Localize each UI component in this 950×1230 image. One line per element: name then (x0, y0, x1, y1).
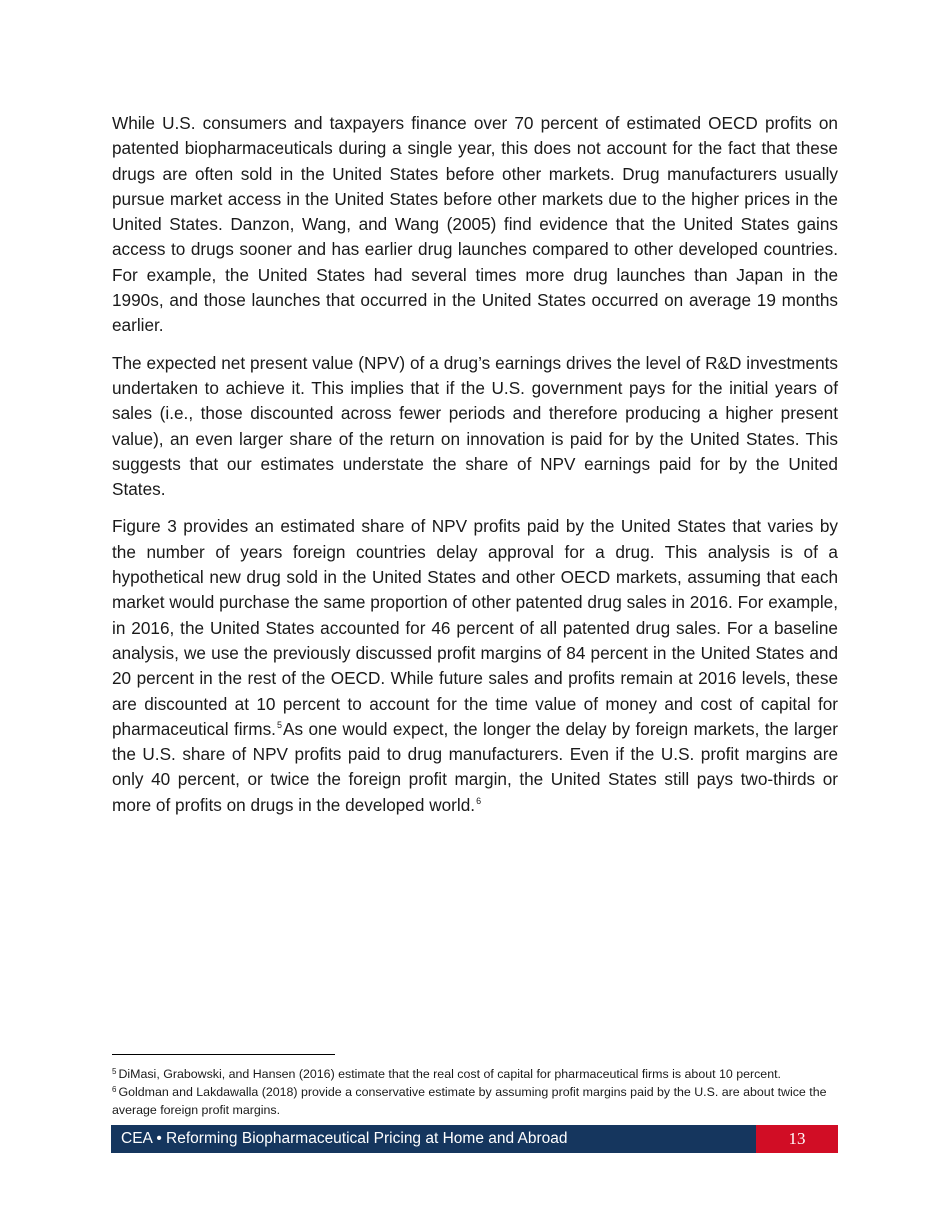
footer-title: CEA • Reforming Biopharmaceutical Pricing at Home and Abroad (121, 1130, 568, 1147)
paragraph-3-text-b: As one would expect, the longer the delay by foreign markets, the larger the U.S. share of NPV profits paid to drug manufacturers. Even if the U.S. profit margins are only 40 percent, or twice the foreign profit margin, the United States still pays two-thirds or more of profits on drugs in the developed world. (112, 718, 838, 815)
footnote-5 (112, 1065, 838, 1083)
footnote-number: 6 (112, 1085, 117, 1094)
page-footer (111, 1125, 838, 1153)
paragraph-3-text-a: Figure 3 provides an estimated share of NPV profits paid by the United States that varies by the number of years foreign countries delay approval for a drug. This analysis is of a hypothetical new drug sold in the United States and other OECD markets, assuming that each market would purchase the same proportion of other patented drug sales in 2016. For example, in 2016, the United States accounted for 46 percent of all patented drug sales. For a baseline analysis, we use the previously discussed profit margins of 84 percent in the United States and 20 percent in the rest of the OECD. While future sales and profits remain at 2016 levels, these are discounted at 10 percent to account for the time value of money and cost of capital for pharmaceutical firms. (112, 516, 838, 739)
footnote-6 (112, 1083, 838, 1119)
footnote-text: DiMasi, Grabowski, and Hansen (2016) estimate that the real cost of capital for pharmaceutical firms is about 10 percent. (118, 1067, 781, 1081)
footnote-divider (112, 1054, 335, 1055)
paragraph-2: The expected net present value (NPV) of a drug’s earnings drives the level of R&D investments undertaken to achieve it. This implies that if the U.S. government pays for the initial years of sales (i.e., those discounted across fewer periods and therefore producing a higher present value), an even larger share of the return on innovation is paid for by the United States. This suggests that our estimates understate the share of NPV earnings paid for by the United States. (112, 352, 838, 500)
footnote-reference-6: 6 (476, 795, 482, 806)
footnote-number: 5 (112, 1067, 117, 1076)
footnotes-section (112, 1054, 838, 1119)
main-content (112, 111, 838, 830)
footnote-reference-5: 5 (276, 719, 282, 730)
footnote-text: Goldman and Lakdawalla (2018) provide a conservative estimate by assuming profit margins paid by the U.S. are about twice the average foreign profit margins. (112, 1085, 827, 1117)
paragraph-1: While U.S. consumers and taxpayers finance over 70 percent of estimated OECD profits on patented biopharmaceuticals during a single year, this does not account for the fact that these drugs are often sold in the United States before other markets. Drug manufacturers usually pursue market access in the United States before other markets due to the higher prices in the United States. Danzon, Wang, and Wang (2005) find evidence that the United States gains access to drugs sooner and has earlier drug launches compared to other developed countries. For example, the United States had several times more drug launches than Japan in the 1990s, and those launches that occurred in the United States occurred on average 19 months earlier. (112, 113, 838, 336)
page-number: 13 (756, 1125, 838, 1153)
paragraph-3 (112, 514, 838, 818)
